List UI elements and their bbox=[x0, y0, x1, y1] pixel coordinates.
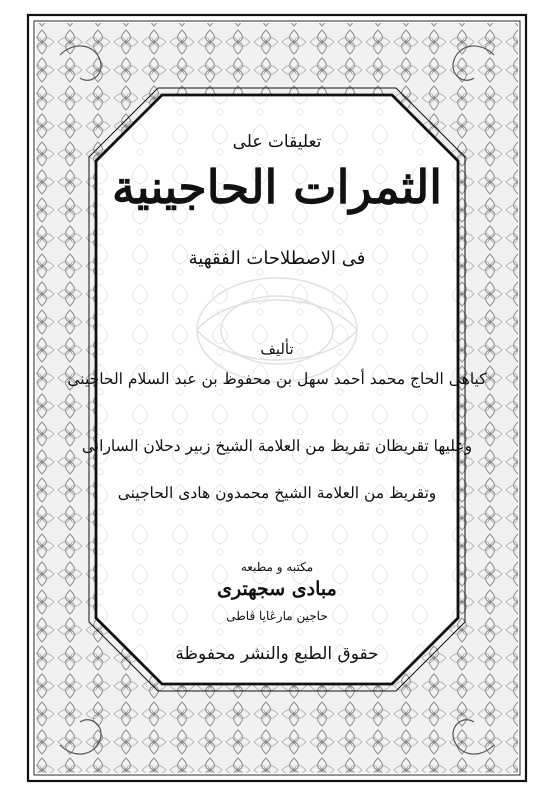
publisher-name: مبادى سجهترى bbox=[217, 578, 337, 600]
commendation-line-2: وتقريظ من العلامة الشيخ محمدون هادى الحاجينى bbox=[117, 484, 437, 502]
copyright-notice: حقوق الطبع والنشر محفوظة bbox=[175, 644, 379, 664]
publisher-place: حاجين مارڠايا ڤاطى bbox=[226, 609, 328, 623]
author-name: كياهى الحاج محمد أحمد سهل بن محفوظ بن عبد السلام الحاجينى bbox=[67, 370, 487, 388]
book-title: الثمرات الحاجينية bbox=[112, 160, 442, 214]
kicker-text: تعليقات على bbox=[232, 132, 322, 152]
commendation-line-1: وعليها تقريظان تقريظ من العلامة الشيخ زبير دحلان السارانى bbox=[81, 437, 473, 455]
book-subtitle: فى الاصطلاحات الفقهية bbox=[188, 248, 366, 269]
author-label: تأليف bbox=[260, 340, 294, 358]
publisher-label: مكتبه و مطبعه bbox=[240, 560, 314, 574]
